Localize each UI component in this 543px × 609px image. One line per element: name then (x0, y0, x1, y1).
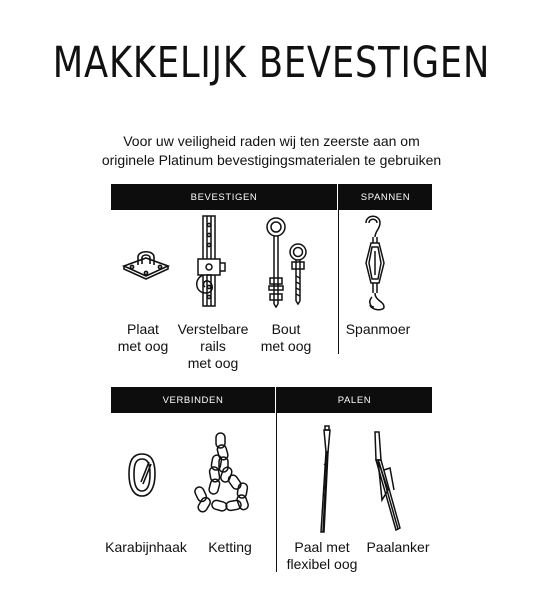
carabiner-icon (127, 452, 157, 498)
item-label-spanmoer: Spanmoer (345, 321, 411, 337)
turnbuckle-icon (358, 213, 392, 311)
eye-plate-icon (122, 246, 170, 282)
item-label-bout: Bout met oog (260, 321, 312, 354)
subtitle-line-2: originele Platinum bevestigingsmaterialen te gebruiken (101, 152, 442, 168)
item-label-plaat: Plaat met oog (117, 321, 169, 354)
section-header-bevestigen: BEVESTIGEN (111, 184, 337, 210)
item-label-ketting: Ketting (208, 539, 252, 555)
page-title: MAKKELIJK BEVESTIGEN (52, 38, 491, 88)
item-label-paalanker: Paalanker (366, 539, 430, 555)
divider-top (338, 184, 339, 354)
item-label-rails: Verstelbare rails met oog (177, 321, 249, 371)
pole-flexible-eye-icon (310, 424, 336, 536)
subtitle-line-1: Voor uw veiligheid raden wij ten zeerste aan om (123, 133, 420, 149)
section-header-palen: PALEN (277, 387, 432, 413)
section-header-verbinden: VERBINDEN (111, 387, 275, 413)
eye-bolt-icon (263, 216, 311, 308)
item-label-paal: Paal met flexibel oog (286, 539, 358, 572)
post-anchor-icon (370, 430, 404, 532)
item-label-karabijnhaak: Karabijnhaak (105, 539, 187, 555)
divider-bottom (276, 387, 277, 572)
section-header-spannen: SPANNEN (339, 184, 432, 210)
subtitle (0, 132, 543, 170)
adjustable-rail-icon (192, 215, 226, 307)
chain-icon (192, 431, 256, 515)
